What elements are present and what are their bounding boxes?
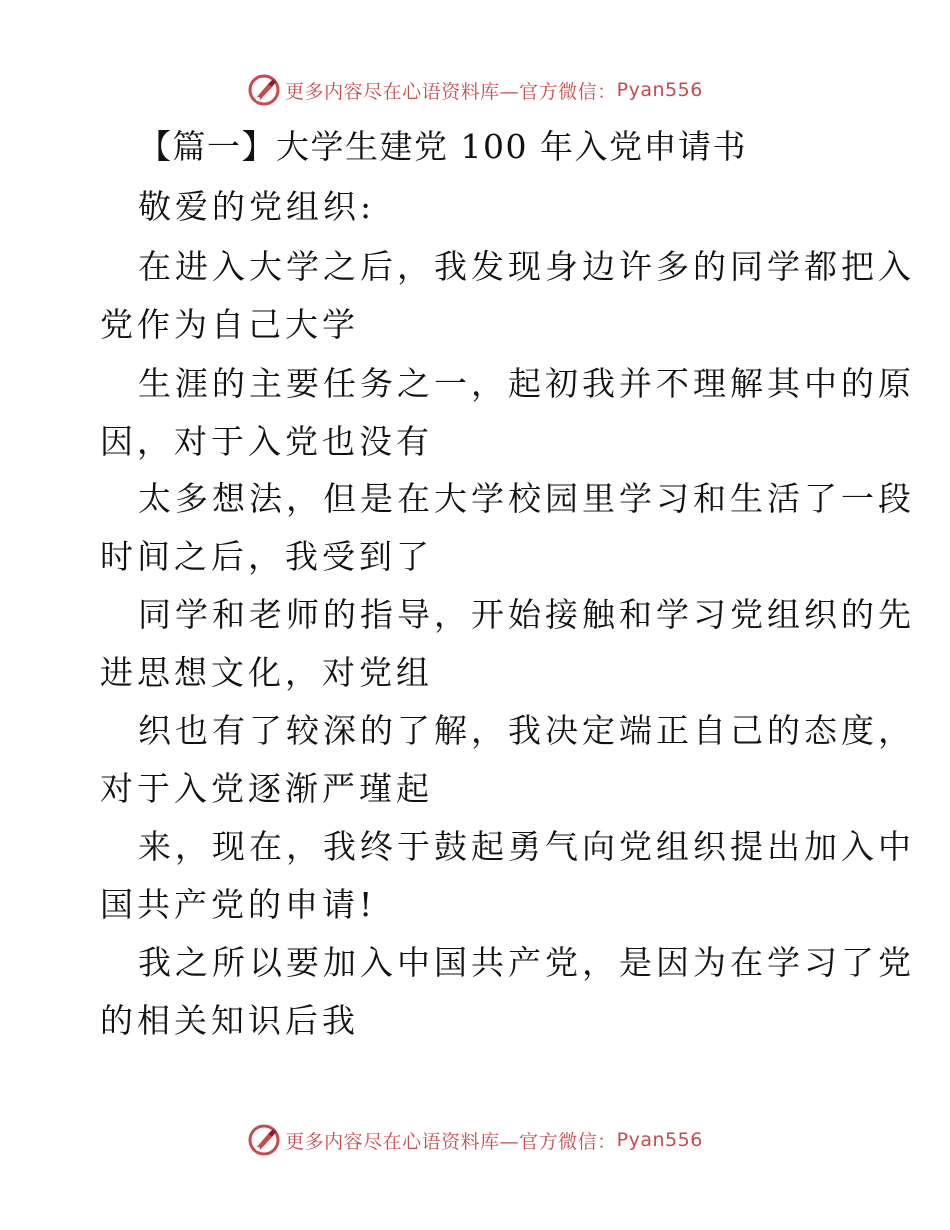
paragraph-line: 来，现在，我终于鼓起勇气向党组织提出加入中 xyxy=(138,827,915,866)
paragraph-3 xyxy=(100,470,915,586)
paragraph-5 xyxy=(100,702,915,818)
paragraph-1 xyxy=(100,238,915,354)
paragraph-line: 同学和老师的指导，开始接触和学习党组织的先 xyxy=(138,595,915,634)
paragraph-2 xyxy=(100,355,915,471)
footer-watermark xyxy=(0,1120,950,1160)
paragraph-line: 因，对于入党也没有 xyxy=(100,422,433,461)
paragraph-line: 的相关知识后我 xyxy=(100,1001,359,1040)
footer-wechat-id: Pyan556 xyxy=(616,1129,703,1151)
paragraph-7 xyxy=(100,934,915,1050)
paragraph-line: 进思想文化，对党组 xyxy=(100,653,433,692)
paragraph-line: 在进入大学之后，我发现身边许多的同学都把入 xyxy=(138,247,915,286)
footer-watermark-text: 更多内容尽在心语资料库—官方微信： xyxy=(285,1130,617,1153)
header-watermark xyxy=(0,70,950,110)
paragraph-6 xyxy=(100,818,915,934)
paragraph-line: 对于入党逐渐严瑾起 xyxy=(100,769,433,808)
paragraph-line: 太多想法，但是在大学校园里学习和生活了一段 xyxy=(138,479,915,518)
salutation: 敬爱的党组织: xyxy=(138,187,376,226)
paragraph-line: 国共产党的申请! xyxy=(100,885,377,924)
paragraph-4 xyxy=(100,586,915,702)
paragraph-line: 我之所以要加入中国共产党，是因为在学习了党 xyxy=(138,943,915,982)
pen-logo-icon xyxy=(247,73,281,107)
paragraph-line: 织也有了较深的了解，我决定端正自己的态度， xyxy=(138,711,915,750)
pen-logo-icon xyxy=(247,1123,281,1157)
paragraph-line: 党作为自己大学 xyxy=(100,305,359,344)
header-watermark-text: 更多内容尽在心语资料库—官方微信： xyxy=(285,80,617,103)
paragraph-line: 生涯的主要任务之一，起初我并不理解其中的原 xyxy=(138,364,915,403)
paragraph-line: 时间之后，我受到了 xyxy=(100,537,433,576)
header-wechat-id: Pyan556 xyxy=(616,79,703,101)
document-title: 【篇一】大学生建党 100 年入党申请书 xyxy=(138,127,747,166)
